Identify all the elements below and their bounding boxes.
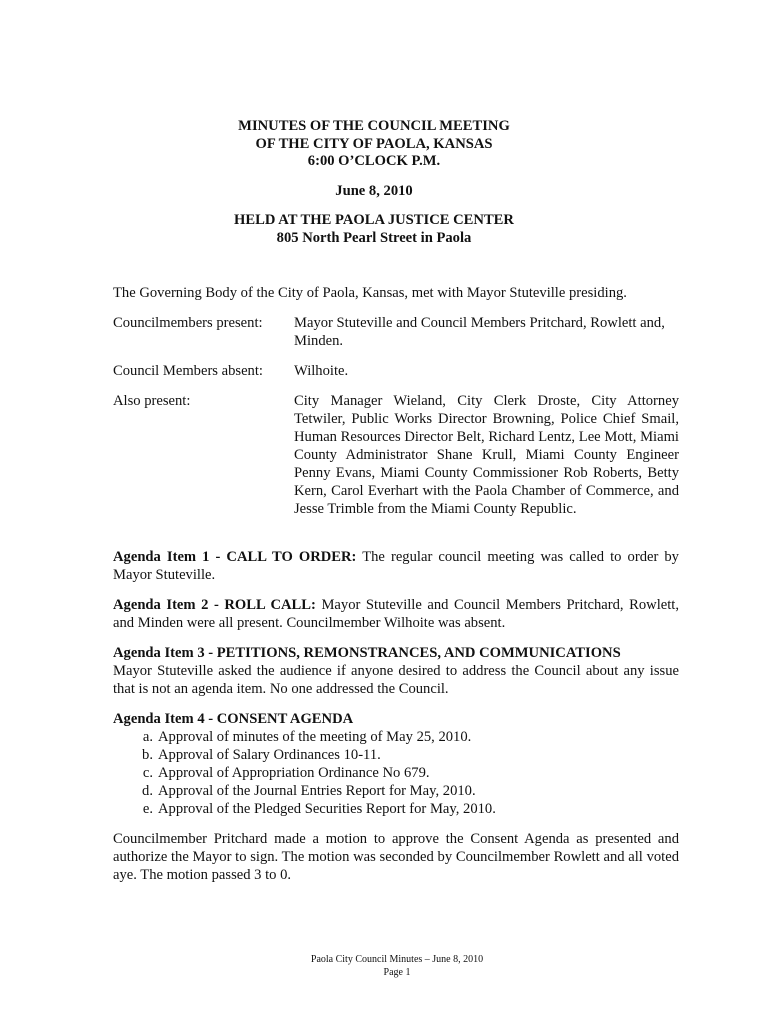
list-item-text: Approval of the Pledged Securities Report for May, 2010. (158, 801, 496, 817)
list-item (113, 728, 679, 746)
location-line-2: 805 North Pearl Street in Paola (276, 229, 472, 246)
consent-motion-paragraph: Councilmember Pritchard made a motion to approve the Consent Agenda as presented and authorize the Mayor to sign. The motion was seconded by Councilmember Rowlett and all voted aye. The motion passed 3 to 0. (113, 831, 679, 883)
list-item-text: Approval of Appropriation Ordinance No 679. (158, 765, 430, 781)
list-item-text: Approval of minutes of the meeting of May 25, 2010. (158, 729, 472, 745)
page-footer (0, 953, 770, 979)
title-line-2: OF THE CITY OF PAOLA, KANSAS (255, 135, 493, 152)
list-item (113, 746, 679, 764)
list-marker: b. (142, 747, 153, 763)
agenda-item-text: The regular council meeting was called to order by Mayor Stuteville. (113, 549, 679, 583)
intro-paragraph: The Governing Body of the City of Paola, Kansas, met with Mayor Stuteville presiding. (113, 285, 627, 301)
list-item-text: Approval of Salary Ordinances 10-11. (158, 747, 381, 763)
list-marker: d. (142, 783, 153, 799)
agenda-item-text: Mayor Stuteville and Council Members Pritchard, Rowlett, and Minden were all present. Councilmember Wilhoite was absent. (113, 597, 679, 631)
agenda-item-2 (113, 596, 679, 632)
footer-title: Paola City Council Minutes – June 8, 2010 (310, 954, 484, 965)
list-item-text: Approval of the Journal Entries Report for May, 2010. (158, 783, 476, 799)
agenda-item-heading: Agenda Item 1 - CALL TO ORDER: (113, 549, 357, 565)
attendance-label: Also present: (113, 393, 191, 409)
agenda-item-1 (113, 548, 679, 584)
attendance-value: Wilhoite. (294, 363, 349, 379)
attendance-value: Mayor Stuteville and Council Members Pritchard, Rowlett and, Minden. (294, 315, 665, 349)
list-marker: e. (142, 801, 153, 817)
consent-agenda-list (113, 728, 679, 818)
attendance-row-also-present (113, 392, 679, 518)
meeting-date: June 8, 2010 (335, 182, 413, 199)
list-item (113, 800, 679, 818)
agenda-item-4 (113, 710, 679, 818)
attendance-row-present (113, 314, 679, 350)
attendance-label: Council Members absent: (113, 363, 263, 379)
meeting-time: 6:00 O’CLOCK P.M. (307, 153, 441, 169)
document-body (113, 284, 679, 884)
agenda-item-heading: Agenda Item 3 - PETITIONS, REMONSTRANCES, AND COMMUNICATIONS (113, 645, 621, 661)
attendance-row-absent (113, 362, 679, 380)
agenda-item-3 (113, 644, 679, 698)
list-marker: a. (142, 729, 153, 745)
location-line-1: HELD AT THE PAOLA JUSTICE CENTER (234, 212, 514, 228)
agenda-item-heading: Agenda Item 2 - ROLL CALL: (113, 597, 316, 613)
attendance-label: Councilmembers present: (113, 315, 263, 331)
list-marker: c. (142, 765, 153, 781)
agenda-item-text: Mayor Stuteville asked the audience if anyone desired to address the Council about any issue that is not an agenda item. No one addressed the Council. (113, 663, 679, 697)
agenda-item-heading: Agenda Item 4 - CONSENT AGENDA (113, 711, 354, 727)
list-item (113, 764, 679, 782)
attendance-value: City Manager Wieland, City Clerk Droste, City Attorney Tetwiler, Public Works Director Browning, Police Chief Smail, Human Resources Director Belt, Richard Lentz, Lee Mott, Miami County Administrator Shane Krull, Miami County Engineer Penny Evans, Miami County Commissioner Rob Roberts, Betty Kern, Carol Everhart with the Paola Chamber of Commerce, and Jesse Trimble from the Miami County Republic. (294, 393, 679, 517)
page-number: Page 1 (383, 967, 411, 978)
list-item (113, 782, 679, 800)
title-line-1: MINUTES OF THE COUNCIL MEETING (238, 118, 510, 134)
document-header (0, 118, 748, 247)
